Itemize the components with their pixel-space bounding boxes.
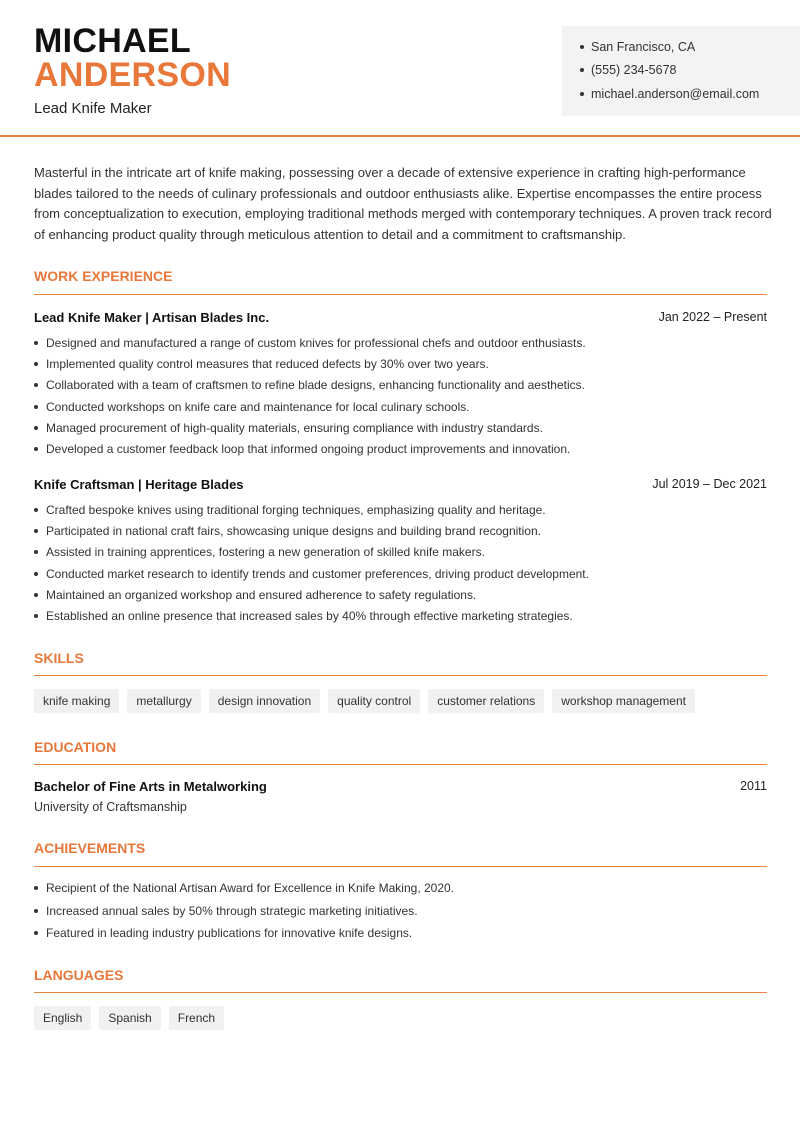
education-year: 2011 <box>740 779 767 793</box>
languages-list <box>34 1006 224 1030</box>
bullet-icon <box>34 593 38 597</box>
language-tag: French <box>169 1006 224 1030</box>
contact-email[interactable] <box>580 87 759 101</box>
contact-phone <box>580 63 676 77</box>
location-text: San Francisco, CA <box>591 40 696 54</box>
skills-list <box>34 689 695 713</box>
skill-tag: design innovation <box>209 689 320 713</box>
list-item-text: Implemented quality control measures that reduced defects by 30% over two years. <box>46 356 489 371</box>
list-item <box>34 922 767 945</box>
achievements-list <box>34 877 767 945</box>
bullet-icon <box>34 886 38 890</box>
bullet-icon <box>34 426 38 430</box>
bullet-icon <box>34 447 38 451</box>
list-item <box>34 900 767 923</box>
section-title-work: WORK EXPERIENCE <box>34 268 173 284</box>
list-item-text: Managed procurement of high-quality materials, ensuring compliance with industry standards. <box>46 420 543 435</box>
list-item-text: Designed and manufactured a range of custom knives for professional chefs and outdoor enthusiasts. <box>46 335 586 350</box>
skill-tag: quality control <box>328 689 420 713</box>
bullet-icon <box>34 341 38 345</box>
list-item <box>34 375 767 396</box>
list-item <box>34 877 767 900</box>
bullet-icon <box>580 92 584 96</box>
list-item-text: Maintained an organized workshop and ensured adherence to safety regulations. <box>46 587 477 602</box>
section-divider <box>34 764 767 765</box>
job-bullets <box>34 499 767 627</box>
list-item-text: Recipient of the National Artisan Award for Excellence in Knife Making, 2020. <box>46 881 455 896</box>
list-item <box>34 396 767 417</box>
bullet-icon <box>580 45 584 49</box>
list-item-text: Featured in leading industry publications for innovative knife designs. <box>46 926 413 941</box>
list-item <box>34 605 767 626</box>
section-title-skills: SKILLS <box>34 650 84 666</box>
last-name: ANDERSON <box>34 56 231 94</box>
list-item <box>34 584 767 605</box>
bullet-icon <box>34 383 38 387</box>
education-school: University of Craftsmanship <box>34 800 187 814</box>
list-item <box>34 353 767 374</box>
list-item-text: Conducted market research to identify trends and customer preferences, driving product development. <box>46 566 589 581</box>
contact-box <box>562 26 800 116</box>
job-heading: Lead Knife Maker | Artisan Blades Inc. <box>34 310 270 325</box>
list-item-text: Assisted in training apprentices, fostering a new generation of skilled knife makers. <box>46 545 485 560</box>
section-title-education: EDUCATION <box>34 739 117 755</box>
job-bullets <box>34 332 767 460</box>
section-title-languages: LANGUAGES <box>34 967 124 983</box>
bullet-icon <box>580 68 584 72</box>
job-dates: Jul 2019 – Dec 2021 <box>652 477 767 491</box>
list-item <box>34 520 767 541</box>
list-item-text: Increased annual sales by 50% through strategic marketing initiatives. <box>46 903 418 918</box>
list-item <box>34 499 767 520</box>
job-dates: Jan 2022 – Present <box>658 310 767 324</box>
skill-tag: metallurgy <box>127 689 200 713</box>
contact-location <box>580 40 695 54</box>
list-item-text: Established an online presence that increased sales by 40% through effective marketing strategies. <box>46 609 573 624</box>
skill-tag: customer relations <box>428 689 544 713</box>
language-tag: Spanish <box>99 1006 160 1030</box>
list-item <box>34 542 767 563</box>
list-item-text: Crafted bespoke knives using traditional forging techniques, emphasizing quality and heritage. <box>46 502 546 517</box>
skill-tag: workshop management <box>552 689 695 713</box>
bullet-icon <box>34 550 38 554</box>
job-title: Lead Knife Maker <box>34 100 152 117</box>
education-degree: Bachelor of Fine Arts in Metalworking <box>34 779 267 794</box>
resume-header <box>0 0 800 137</box>
email-text[interactable]: michael.anderson@email.com <box>591 87 760 101</box>
bullet-icon <box>34 614 38 618</box>
list-item-text: Participated in national craft fairs, showcasing unique designs and building brand recognition. <box>46 523 541 538</box>
bullet-icon <box>34 405 38 409</box>
section-divider <box>34 294 767 295</box>
list-item-text: Collaborated with a team of craftsmen to refine blade designs, enhancing functionality and aesthetics. <box>46 378 585 393</box>
bullet-icon <box>34 508 38 512</box>
section-divider <box>34 675 767 676</box>
bullet-icon <box>34 529 38 533</box>
bullet-icon <box>34 362 38 366</box>
list-item <box>34 563 767 584</box>
bullet-icon <box>34 909 38 913</box>
professional-summary: Masterful in the intricate art of knife making, possessing over a decade of extensive experience in crafting high-performance blades tailored to the needs of culinary professionals and outdoor enthusiasts alike. Expertise encompasses the entire process from conceptualization to execution, employing traditional methods merged with contemporary techniques. A proven track record of enhancing product quality through meticulous attention to detail and a commitment to craftsmanship. <box>34 165 772 242</box>
bullet-icon <box>34 931 38 935</box>
section-title-achievements: ACHIEVEMENTS <box>34 840 146 856</box>
first-name: MICHAEL <box>34 22 191 60</box>
phone-text: (555) 234-5678 <box>591 63 677 77</box>
list-item-text: Conducted workshops on knife care and maintenance for local culinary schools. <box>46 399 470 414</box>
list-item-text: Developed a customer feedback loop that informed ongoing product improvements and innovation. <box>46 442 571 457</box>
language-tag: English <box>34 1006 91 1030</box>
bullet-icon <box>34 572 38 576</box>
skill-tag: knife making <box>34 689 119 713</box>
section-divider <box>34 992 767 993</box>
list-item <box>34 332 767 353</box>
list-item <box>34 417 767 438</box>
section-divider <box>34 866 767 867</box>
list-item <box>34 438 767 459</box>
job-heading: Knife Craftsman | Heritage Blades <box>34 477 244 492</box>
